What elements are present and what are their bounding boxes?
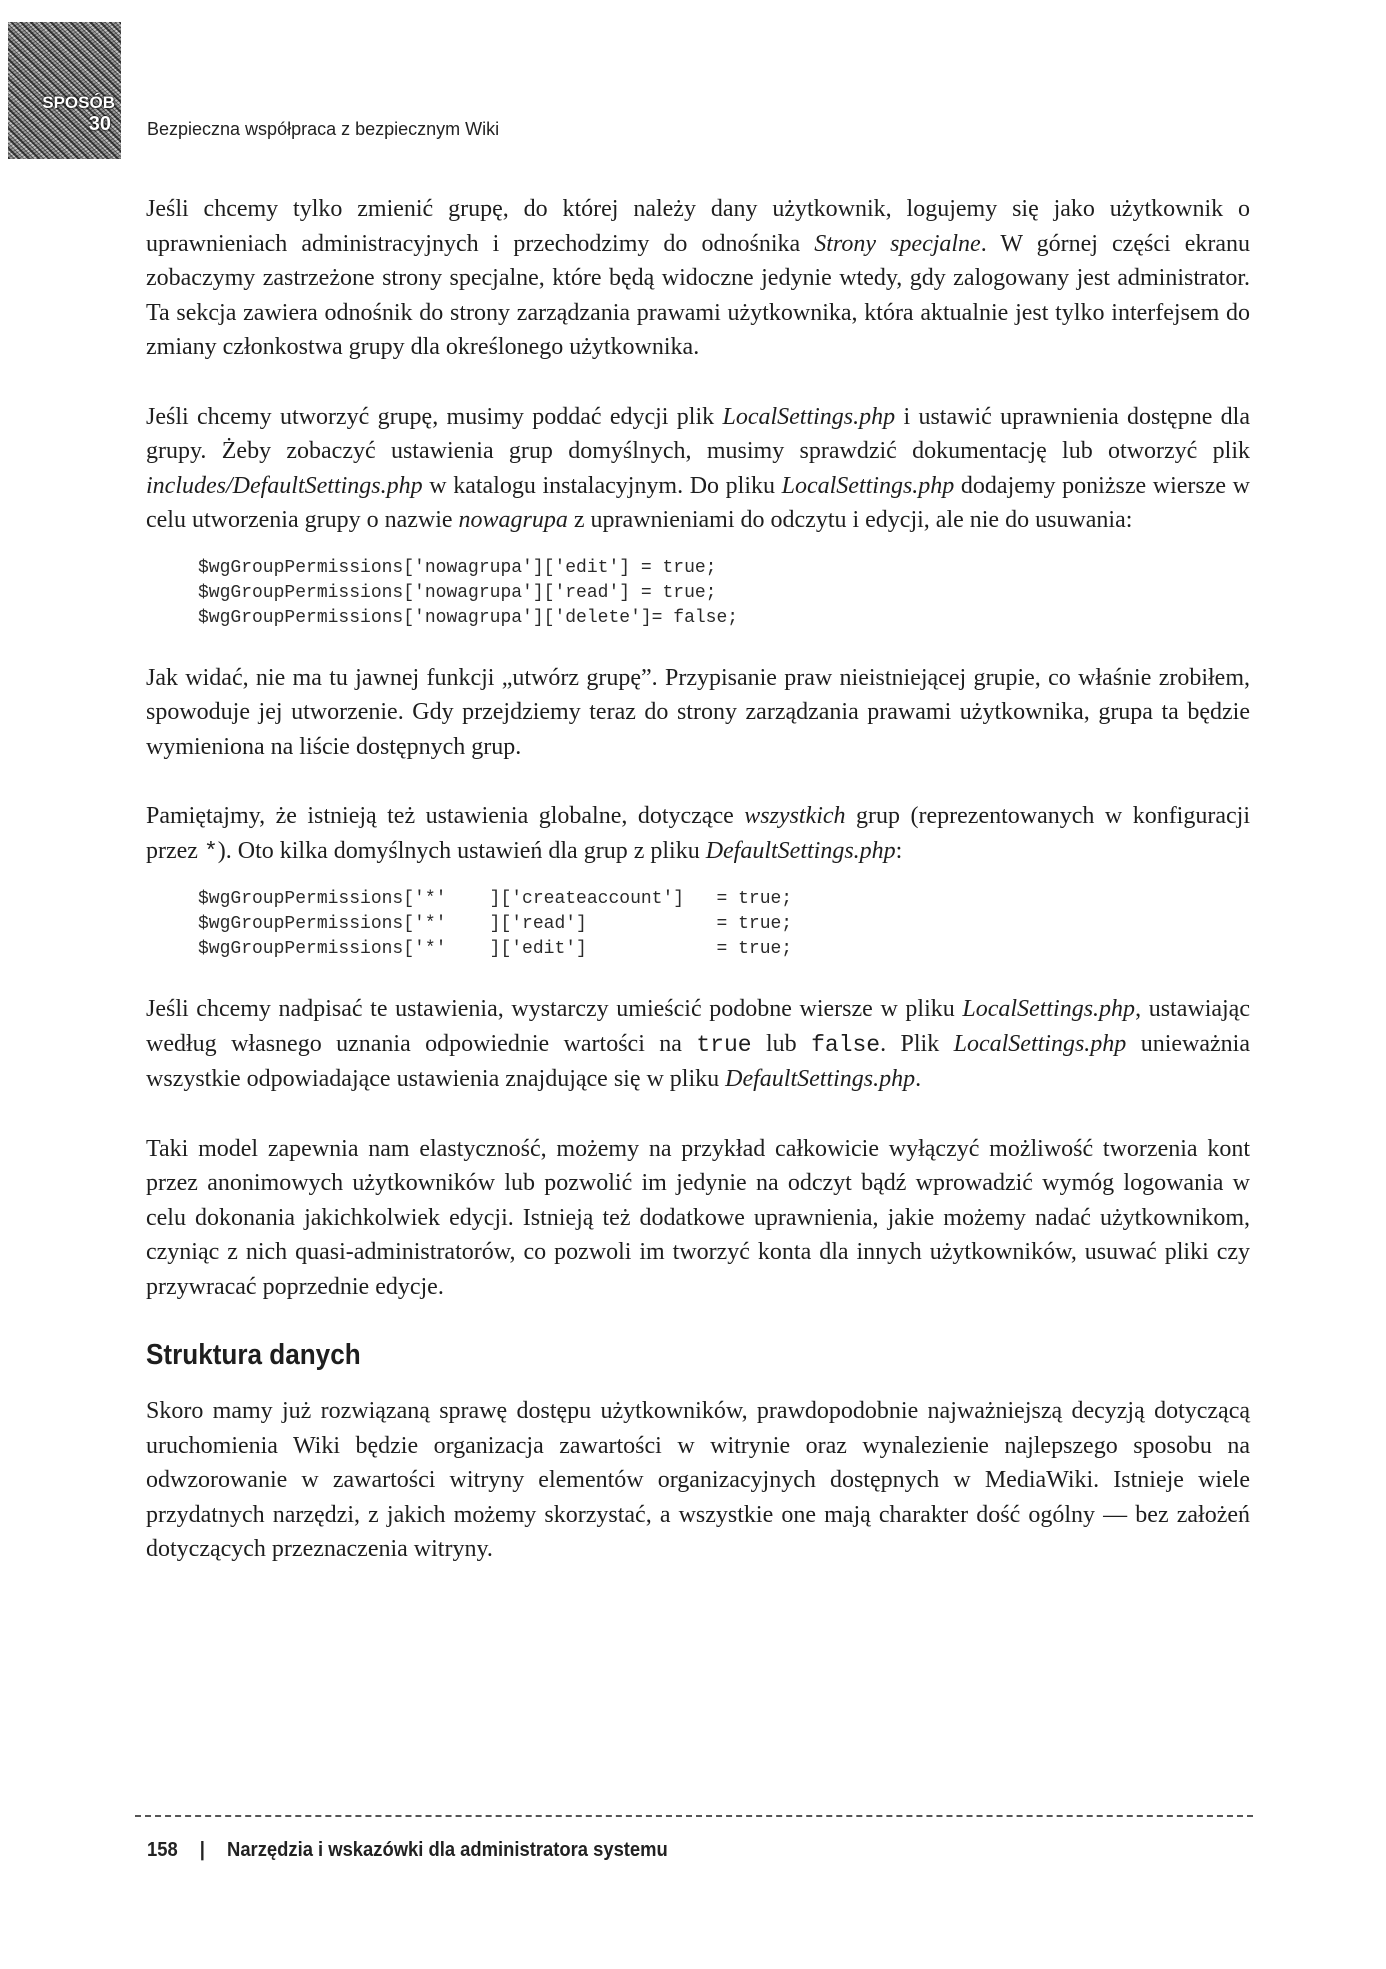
code-block-2: $wgGroupPermissions['*' ]['createaccount'] = true; $wgGroupPermissions['*' ]['read'] = true; $wgGroupPermissions['*' ]['edit'] = true; [198, 889, 793, 959]
filename: LocalSettings.php [722, 403, 896, 430]
page-footer [147, 1839, 668, 1862]
page-body [146, 192, 1250, 1602]
text-span: w katalogu instalacyjnym. Do pliku [422, 472, 782, 499]
paragraph-4 [146, 799, 1250, 869]
text-span: : [895, 837, 903, 864]
text-span: dodajemy poniższe wiersze w celu utworzenia grupy o nazwie [146, 472, 1250, 533]
text-span: i ustawić uprawnienia dostępne dla grupy. Żeby zobaczyć ustawienia grup domyślnych, musimy sprawdzić dokumentację lub otworzyć plik [146, 403, 1250, 464]
text-span: lub [751, 1030, 812, 1057]
paragraph-5 [146, 992, 1250, 1097]
italic-link-ref: Strony specjalne [814, 230, 981, 257]
paragraph-2 [146, 400, 1250, 538]
filename: LocalSettings.php [962, 996, 1136, 1022]
inline-code: false [811, 1031, 881, 1058]
inline-code: true [696, 1031, 752, 1058]
paragraph-3: Jak widać, nie ma tu jawnej funkcji „utwórz grupę”. Przypisanie praw nieistniejącej grupie, co właśnie zrobiłem, spowoduje jej utworzenie. Gdy przejdziemy teraz do strony zarządzania prawami użytkownika, grupa ta będzie wymieniona na liście dostępnych grup. [146, 664, 1250, 760]
running-header: Bezpieczna współpraca z bezpiecznym Wiki [147, 119, 500, 139]
text-span: Jeśli chcemy nadpisać te ustawienia, wystarczy umieścić podobne wiersze w pliku [146, 996, 963, 1022]
filename: includes/DefaultSettings.php [146, 472, 423, 499]
code-block-1: $wgGroupPermissions['nowagrupa']['edit'] = true; $wgGroupPermissions['nowagrupa']['read'] = true; $wgGroupPermissions['nowagrupa']['delete']= false; [198, 557, 739, 628]
text-span: z uprawnieniami do odczytu i edycji, ale nie do usuwania: [567, 507, 1133, 533]
book-title: Narzędzia i wskazówki dla administratora systemu [227, 1839, 668, 1861]
chapter-badge [8, 22, 121, 159]
badge-number: 30 [88, 113, 111, 135]
filename: LocalSettings.php [953, 1030, 1127, 1057]
text-span: Pamiętajmy, że istnieją też ustawienia globalne, dotyczące [146, 803, 745, 829]
text-span: unieważnia wszystkie odpowiadające ustawienia znajdujące się w pliku [146, 1030, 1251, 1092]
paragraph-1 [146, 192, 1250, 365]
text-span: , ustawiając według własnego uznania odpowiednie wartości na [146, 996, 1250, 1057]
page-number: 158 [147, 1839, 178, 1861]
text-span: . Plik [880, 1030, 954, 1057]
filename: LocalSettings.php [781, 472, 955, 499]
inline-code: * [203, 838, 218, 865]
text-span: ). Oto kilka domyślnych ustawień dla grup z pliku [217, 837, 706, 864]
footer-separator: | [199, 1839, 205, 1861]
filename: DefaultSettings.php [705, 837, 896, 864]
group-name: nowagrupa [458, 507, 568, 533]
text-span: . [915, 1066, 922, 1092]
footer-divider [135, 1815, 1253, 1817]
emphasis: wszystkich [744, 803, 846, 829]
text-span: grup (reprezentowanych w konfiguracji przez [146, 803, 1250, 864]
paragraph-6: Taki model zapewnia nam elastyczność, możemy na przykład całkowicie wyłączyć możliwość tworzenia kont przez anonimowych użytkowników lub pozwolić im jedynie na odczyt bądź wprowadzić wymóg logowania w celu dokonania jakichkolwiek edycji. Istnieją też dodatkowe uprawnienia, jakie możemy nadać użytkownikom, czyniąc z nich quasi-administratorów, co pozwoli im tworzyć konta dla innych użytkowników, usuwać pliki czy przywracać poprzednie edycje. [146, 1135, 1250, 1300]
text-span: Jeśli chcemy tylko zmienić grupę, do której należy dany użytkownik, logujemy się jako użytkownik o uprawnieniach administracyjnych i przechodzimy do odnośnika [146, 196, 1250, 257]
section-heading: Struktura danych [146, 1339, 361, 1371]
paragraph-7: Skoro mamy już rozwiązaną sprawę dostępu użytkowników, prawdopodobnie najważniejszą decyzją dotyczącą uruchomienia Wiki będzie organizacja zawartości w witrynie oraz wynalezienie najlepszego sposobu na odwzorowanie w zawartości witryny elementów organizacyjnych dostępnych w MediaWiki. Istnieje wiele przydatnych narzędzi, z jakich możemy skorzystać, a wszystkie one mają charakter dość ogólny — bez założeń dotyczących przeznaczenia witryny. [146, 1398, 1250, 1562]
badge-label: SPOSÓB [42, 93, 115, 112]
filename: DefaultSettings.php [725, 1066, 916, 1092]
text-span: Jeśli chcemy utworzyć grupę, musimy poddać edycji plik [146, 403, 723, 430]
text-span: . W górnej części ekranu zobaczymy zastrzeżone strony specjalne, które będą widoczne jedynie wtedy, gdy zalogowany jest administrator. Ta sekcja zawiera odnośnik do strony zarządzania prawami użytkownika, która aktualnie jest tylko interfejsem do zmiany członkostwa grupy dla określonego użytkownika. [146, 230, 1251, 360]
